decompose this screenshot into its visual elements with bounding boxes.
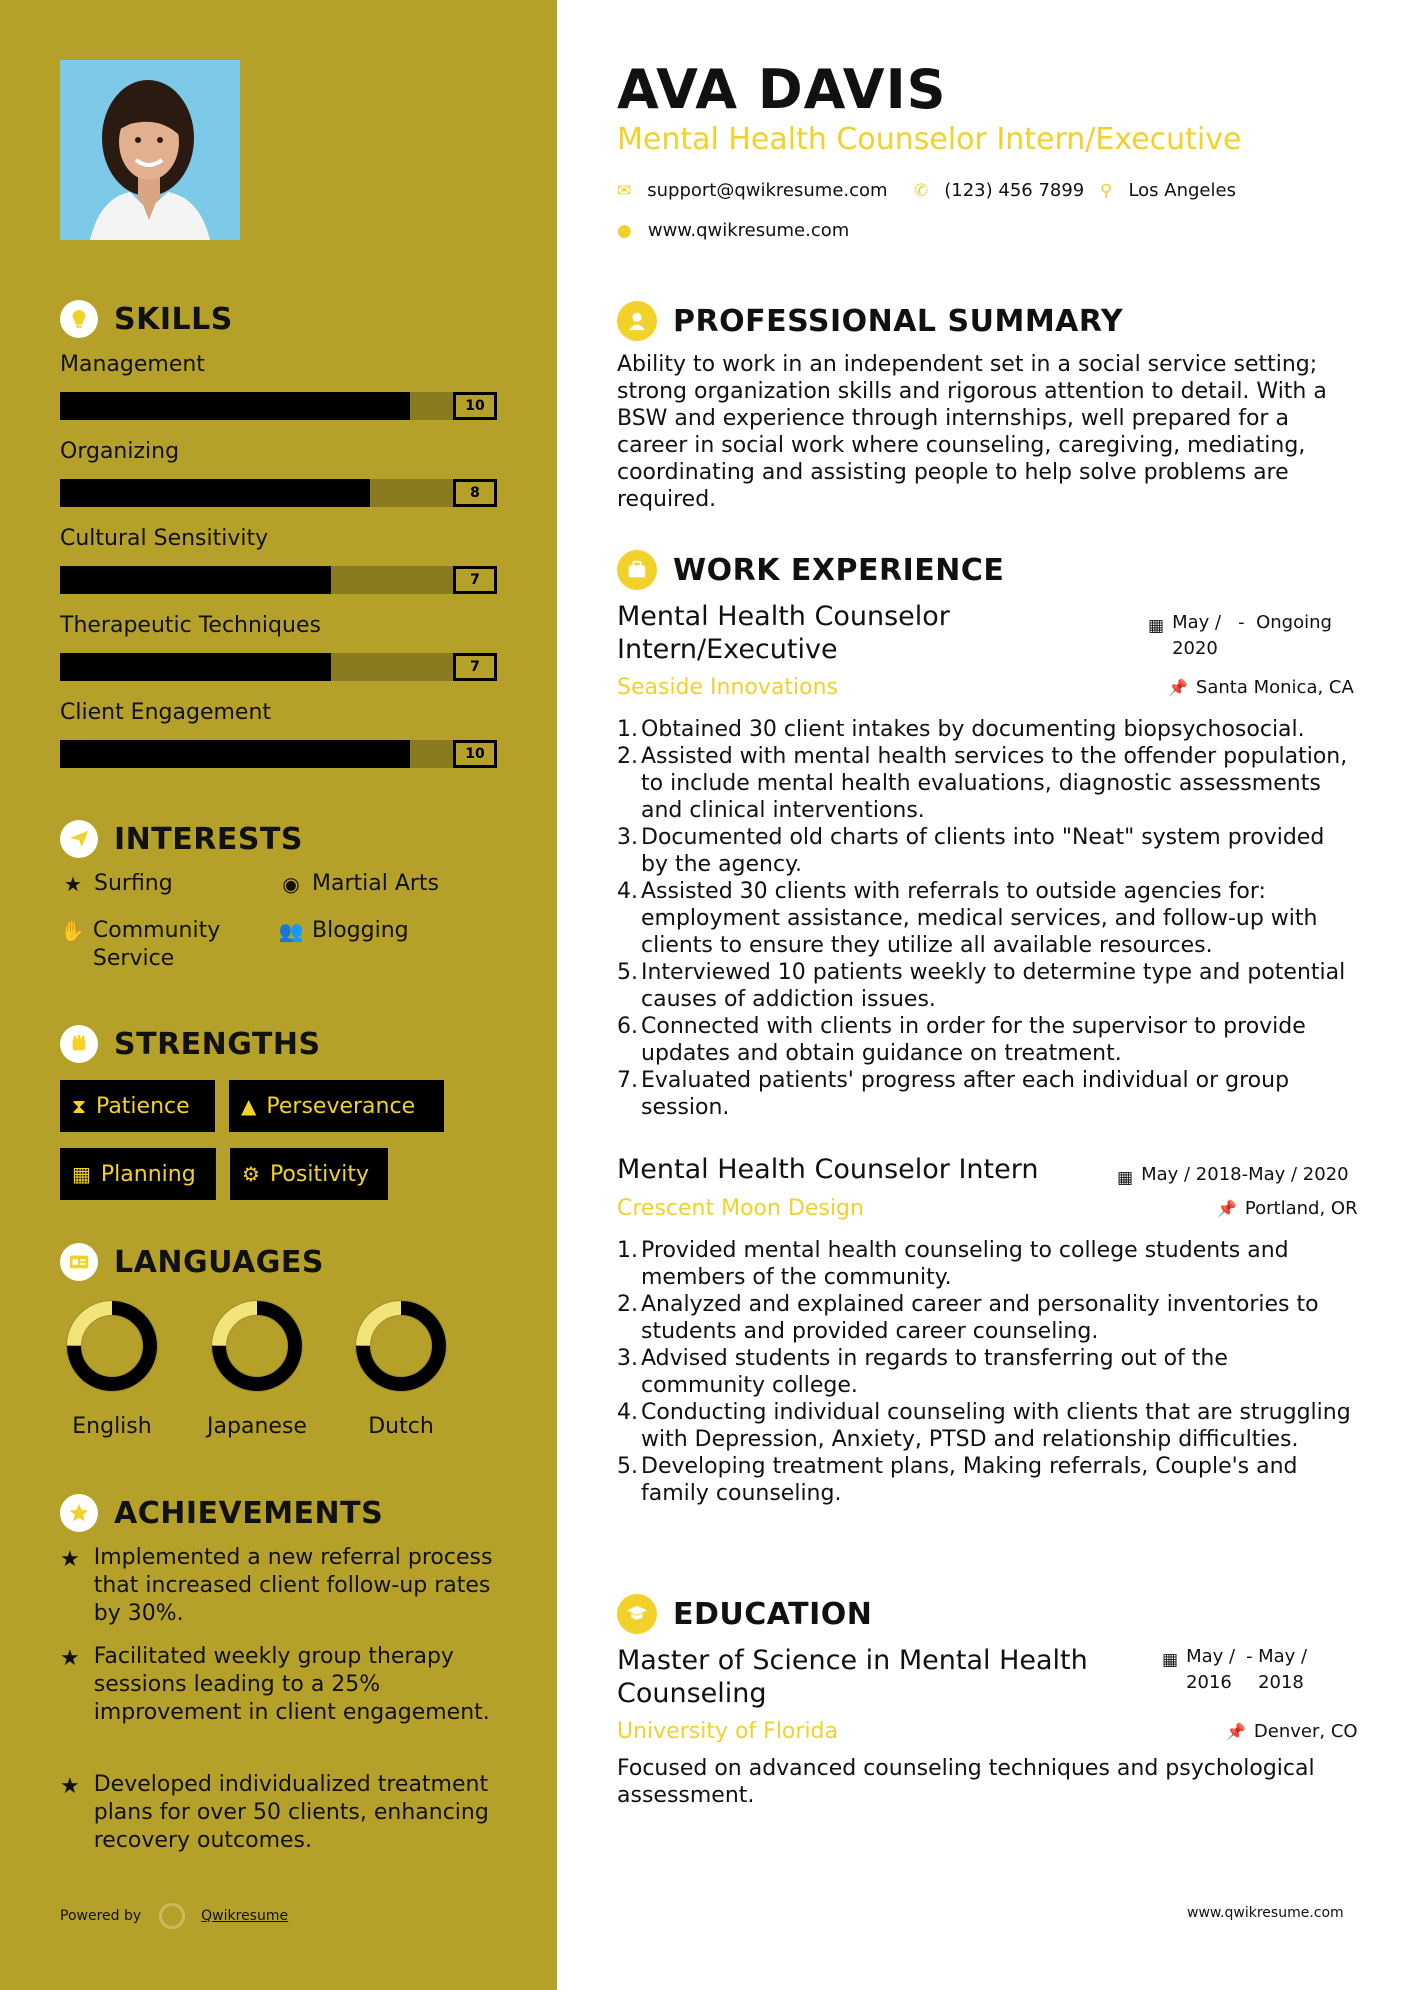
pin-icon: 📌 <box>1226 1722 1246 1741</box>
achievement-text: Implemented a new referral process that increased client follow-up rates by 30%. <box>93 1545 493 1626</box>
strengths-title: STRENGTHS <box>114 1026 321 1062</box>
users-icon: 👥 <box>278 919 304 943</box>
date-end: Ongoing <box>1256 612 1332 633</box>
phone-text: (123) 456 7899 <box>944 180 1085 201</box>
skill-bar <box>60 566 497 594</box>
achievement-item <box>60 1771 500 1855</box>
duty-number: 5. <box>617 960 638 985</box>
date-start: May / 2016 <box>1186 1646 1236 1693</box>
duty-number: 1. <box>617 717 638 742</box>
duty-number: 7. <box>617 1068 638 1093</box>
duty-text: Documented old charts of clients into "Neat" system provided by the agency. <box>641 825 1325 877</box>
graduate-icon <box>617 1594 657 1634</box>
education-title: EDUCATION <box>673 1596 873 1632</box>
skill-score: 10 <box>453 392 497 420</box>
duty-number: 3. <box>617 1346 638 1371</box>
duty-text: Analyzed and explained career and personality inventories to students and provided career counseling. <box>641 1292 1319 1344</box>
interests-header <box>60 820 303 858</box>
skill-fill <box>60 479 370 507</box>
education-location <box>1226 1721 1358 1742</box>
contact-phone[interactable] <box>914 180 1084 201</box>
date-separator: - <box>1246 1646 1253 1667</box>
star-icon: ★ <box>64 872 82 896</box>
job-location <box>1217 1198 1358 1219</box>
pin-icon: 📌 <box>1217 1199 1237 1218</box>
sidebar <box>0 0 557 1990</box>
strength-label: Positivity <box>269 1161 369 1187</box>
calendar-icon: ▦ <box>1117 1168 1134 1188</box>
interest-label: Blogging <box>312 918 409 943</box>
job-title: Mental Health Counselor Intern <box>617 1154 1039 1185</box>
duty-item <box>617 878 1357 959</box>
skill-bar <box>60 740 497 768</box>
duty-text: Obtained 30 client intakes by documenting biopsychosocial. <box>641 717 1305 742</box>
job-location <box>1168 677 1354 698</box>
duty-item <box>617 959 1357 1013</box>
brand-link[interactable]: Qwikresume <box>201 1908 289 1924</box>
powered-by <box>60 1903 288 1929</box>
duty-item <box>617 1399 1357 1453</box>
duty-text: Advised students in regards to transferring out of the community college. <box>641 1346 1228 1398</box>
strengths-header <box>60 1025 321 1063</box>
calendar-icon: ▦ <box>72 1162 91 1186</box>
footer-url[interactable]: www.qwikresume.com <box>1187 1905 1344 1921</box>
company-name: Crescent Moon Design <box>617 1196 864 1221</box>
degree-title: Master of Science in Mental Health Counseling <box>617 1645 1088 1709</box>
duty-number: 2. <box>617 744 638 769</box>
date-end: May / 2018 <box>1258 1646 1308 1693</box>
skill-label: Management <box>60 352 205 377</box>
job-duties <box>617 716 1357 1121</box>
user-icon <box>617 301 657 341</box>
duty-text: Developing treatment plans, Making referrals, Couple's and family counseling. <box>641 1454 1298 1506</box>
interest-item <box>60 870 173 898</box>
duty-number: 3. <box>617 825 638 850</box>
email-text: support@qwikresume.com <box>647 180 888 201</box>
job-title: Mental Health Counselor Intern/Executive <box>617 601 950 665</box>
profile-photo <box>60 60 240 240</box>
duty-number: 4. <box>617 1400 638 1425</box>
duty-item <box>617 1345 1357 1399</box>
language-ring <box>209 1298 305 1394</box>
achievements-title: ACHIEVEMENTS <box>114 1495 384 1531</box>
skill-score: 7 <box>453 566 497 594</box>
candidate-role: Mental Health Counselor Intern/Executive <box>617 122 1242 157</box>
duty-number: 4. <box>617 879 638 904</box>
interests-title: INTERESTS <box>114 821 303 857</box>
website-text: www.qwikresume.com <box>647 220 850 241</box>
languages-title: LANGUAGES <box>114 1244 324 1280</box>
languages-header <box>60 1243 324 1281</box>
calendar-icon: ▦ <box>1162 1650 1179 1670</box>
interest-label: Surfing <box>94 871 173 896</box>
shooting-star-icon: ★ <box>60 1774 80 1799</box>
star-badge-icon <box>60 1494 98 1532</box>
hourglass-icon: ⧗ <box>72 1094 87 1118</box>
skill-label: Organizing <box>60 439 180 464</box>
skill-score: 10 <box>453 740 497 768</box>
id-card-icon <box>60 1243 98 1281</box>
duty-item <box>617 1291 1357 1345</box>
duty-number: 5. <box>617 1454 638 1479</box>
duty-number: 6. <box>617 1014 638 1039</box>
qwikresume-logo-icon <box>159 1903 185 1929</box>
duty-item <box>617 1013 1357 1067</box>
skill-bar <box>60 392 497 420</box>
duty-text: Conducting individual counseling with clients that are struggling with Depression, Anxiety, PTSD and relationship difficulties. <box>641 1400 1351 1452</box>
skill-score: 8 <box>453 479 497 507</box>
language-ring <box>64 1298 160 1394</box>
gear-icon: ⚙ <box>242 1162 260 1186</box>
interest-item <box>278 870 439 898</box>
skill-fill <box>60 740 410 768</box>
pin-icon: 📌 <box>1168 678 1188 697</box>
skill-label: Therapeutic Techniques <box>60 613 321 638</box>
language-name: English <box>72 1414 152 1439</box>
duty-text: Provided mental health counseling to college students and members of the community. <box>641 1238 1289 1290</box>
paper-plane-icon <box>60 820 98 858</box>
job-duties <box>617 1237 1357 1507</box>
job-date <box>1148 610 1332 662</box>
shooting-star-icon: ★ <box>60 1646 80 1671</box>
strength-tag <box>229 1080 444 1132</box>
duty-text: Interviewed 10 patients weekly to determine type and potential causes of addiction issues. <box>641 960 1346 1012</box>
location-text: Santa Monica, CA <box>1195 677 1354 698</box>
skill-bar <box>60 479 497 507</box>
summary-title: PROFESSIONAL SUMMARY <box>673 303 1124 339</box>
language-name: Dutch <box>368 1414 434 1439</box>
company-name: Seaside Innovations <box>617 675 838 700</box>
achievement-text: Facilitated weekly group therapy sessions leading to a 25% improvement in client engagement. <box>93 1644 490 1725</box>
interest-item <box>278 917 409 945</box>
contact-website[interactable] <box>617 220 849 241</box>
lightbulb-icon <box>60 300 98 338</box>
date-range: May / 2018-May / 2020 <box>1141 1164 1349 1185</box>
interest-label: Community Service <box>92 918 221 971</box>
job-date <box>1117 1162 1349 1191</box>
strength-label: Perseverance <box>266 1093 416 1119</box>
summary-text: Ability to work in an independent set in a social service setting; strong organization skills and rigorous attention to detail. With a BSW and experience through internships, well prepared for a career in social work where counseling, caregiving, mediating, coordinating and assisting people to help solve problems are required. <box>617 352 1327 512</box>
location-text: Denver, CO <box>1253 1721 1358 1742</box>
envelope-icon: ✉ <box>617 180 632 201</box>
hand-icon: ✋ <box>60 919 85 943</box>
language-name: Japanese <box>207 1414 307 1439</box>
globe-icon: ◉ <box>282 872 300 896</box>
duty-text: Assisted with mental health services to the offender population, to include mental health evaluations, diagnostic assessments and clinical interventions. <box>641 744 1348 823</box>
contact-location <box>1100 180 1236 201</box>
experience-title: WORK EXPERIENCE <box>673 552 1005 588</box>
summary-header <box>617 301 1123 341</box>
candidate-name: AVA DAVIS <box>617 58 947 121</box>
duty-item <box>617 743 1357 824</box>
phone-icon: ✆ <box>914 180 929 201</box>
fist-icon <box>60 1025 98 1063</box>
strength-label: Patience <box>96 1093 190 1119</box>
duty-item <box>617 824 1357 878</box>
location-text: Portland, OR <box>1244 1198 1358 1219</box>
strength-tag <box>60 1148 216 1200</box>
skills-title: SKILLS <box>114 301 233 337</box>
interest-item <box>60 917 260 973</box>
education-header <box>617 1594 872 1634</box>
calendar-icon: ▦ <box>1148 616 1165 636</box>
skill-fill <box>60 566 331 594</box>
experience-header <box>617 550 1004 590</box>
achievement-text: Developed individualized treatment plans for over 50 clients, enhancing recovery outcomes. <box>93 1772 489 1853</box>
education-text: Focused on advanced counseling techniques and psychological assessment. <box>617 1756 1315 1808</box>
language-item <box>341 1298 461 1439</box>
skill-bar <box>60 653 497 681</box>
language-ring <box>353 1298 449 1394</box>
duty-item <box>617 1237 1357 1291</box>
duty-text: Assisted 30 clients with referrals to outside agencies for: employment assistance, medical services, and follow-up with clients to ensure they utilize all available resources. <box>641 879 1318 958</box>
duty-text: Connected with clients in order for the supervisor to provide updates and obtain guidance on treatment. <box>641 1014 1306 1066</box>
duty-item <box>617 716 1357 743</box>
skill-fill <box>60 392 410 420</box>
location-text: Los Angeles <box>1128 180 1236 201</box>
achievement-item <box>60 1643 500 1727</box>
strength-tag <box>230 1148 388 1200</box>
interest-label: Martial Arts <box>312 871 440 896</box>
school-name: University of Florida <box>617 1719 838 1744</box>
contact-email[interactable] <box>617 180 888 201</box>
strength-label: Planning <box>100 1161 196 1187</box>
duty-item <box>617 1453 1357 1507</box>
achievements-header <box>60 1494 383 1532</box>
globe-icon: ● <box>617 220 632 241</box>
duty-item <box>617 1067 1357 1121</box>
date-separator: - <box>1238 612 1245 633</box>
skill-score: 7 <box>453 653 497 681</box>
shooting-star-icon: ★ <box>60 1547 80 1572</box>
date-start: May / 2020 <box>1172 612 1222 659</box>
skill-fill <box>60 653 331 681</box>
duty-number: 1. <box>617 1238 638 1263</box>
skill-label: Client Engagement <box>60 700 272 725</box>
education-date <box>1162 1644 1318 1696</box>
skills-header <box>60 300 233 338</box>
map-pin-icon: ⚲ <box>1100 180 1113 201</box>
skill-label: Cultural Sensitivity <box>60 526 269 551</box>
briefcase-icon <box>617 550 657 590</box>
powered-by-label: Powered by <box>60 1908 142 1924</box>
achievement-item <box>60 1544 500 1628</box>
duty-number: 2. <box>617 1292 638 1317</box>
road-icon: ▲ <box>241 1094 257 1118</box>
duty-text: Evaluated patients' progress after each individual or group session. <box>641 1068 1290 1120</box>
language-item <box>52 1298 172 1439</box>
language-item <box>197 1298 317 1439</box>
strength-tag <box>60 1080 215 1132</box>
